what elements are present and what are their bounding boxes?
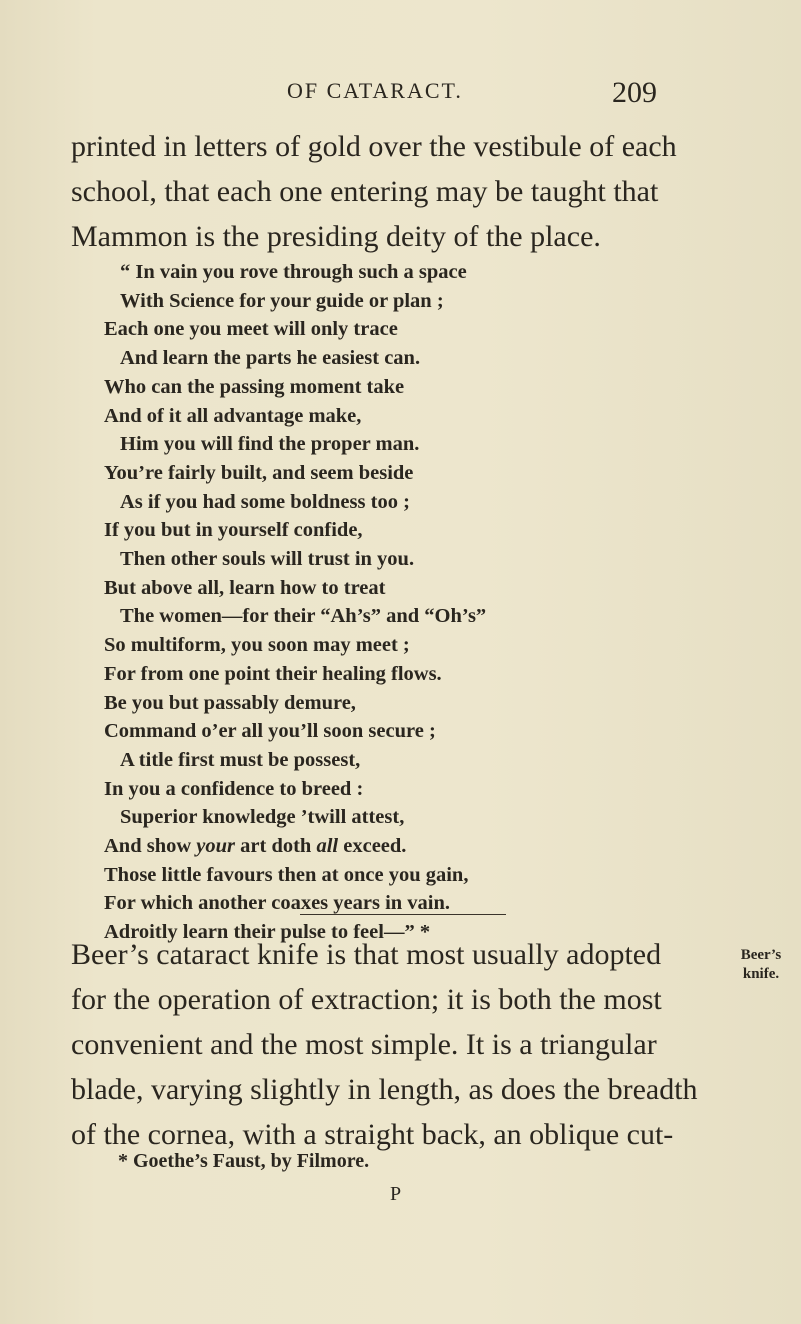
text-line: printed in letters of gold over the vestibule of each xyxy=(71,130,677,163)
poem-line: Those little favours then at once you gain, xyxy=(104,863,469,886)
poem-line: You’re fairly built, and seem beside xyxy=(104,461,414,484)
poem-emphasis: your xyxy=(196,835,236,858)
section-divider xyxy=(300,914,506,915)
poem-text: exceed. xyxy=(338,835,407,858)
poem-line: Command o’er all you’ll soon secure ; xyxy=(104,720,436,743)
poem-emphasis: all xyxy=(316,835,339,858)
poem-line: With Science for your guide or plan ; xyxy=(120,289,444,312)
text-line: convenient and the most simple. It is a triangular xyxy=(71,1028,657,1061)
page-number: 209 xyxy=(612,76,657,109)
poem-line: If you but in yourself confide, xyxy=(104,519,363,542)
margin-note-line: Beer’s xyxy=(740,947,782,963)
text-line: for the operation of extraction; it is both the most xyxy=(71,983,662,1016)
poem-line xyxy=(104,832,486,861)
footnote: * Goethe’s Faust, by Filmore. xyxy=(118,1150,370,1172)
poem-line: Adroitly learn their pulse to feel—” * xyxy=(104,921,431,944)
poem-line: Who can the passing moment take xyxy=(104,375,405,398)
poem-line: In you a confidence to breed : xyxy=(104,777,364,800)
poem-line: For which another coaxes years in vain. xyxy=(104,892,451,915)
text-line: Beer’s cataract knife is that most usually adopted xyxy=(71,938,662,971)
poem-line: Then other souls will trust in you. xyxy=(120,548,415,571)
poem-line: Each one you meet will only trace xyxy=(104,318,398,341)
poem-line: So multiform, you soon may meet ; xyxy=(104,634,410,657)
text-line: school, that each one entering may be taught that xyxy=(71,175,659,208)
poem-line: Superior knowledge ’twill attest, xyxy=(120,806,405,829)
poem-line: Be you but passably demure, xyxy=(104,691,356,714)
poem-text: art doth xyxy=(235,835,317,858)
paragraph-top xyxy=(71,124,677,259)
poem-line: But above all, learn how to treat xyxy=(104,576,386,599)
text-line: Mammon is the presiding deity of the place. xyxy=(71,220,601,253)
margin-note xyxy=(726,946,796,984)
text-line: blade, varying slightly in length, as does the breadth xyxy=(71,1073,698,1106)
paragraph-beers-knife xyxy=(71,932,698,1157)
poem-line: A title first must be possest, xyxy=(120,748,361,771)
poem-line: The women—for their “Ah’s” and “Oh’s” xyxy=(120,605,487,628)
poem-line: “ In vain you rove through such a space xyxy=(120,261,467,283)
poem-quotation xyxy=(104,258,486,947)
text-line: of the cornea, with a straight back, an oblique cut- xyxy=(71,1118,674,1151)
poem-line: And learn the parts he easiest can. xyxy=(120,347,421,370)
running-head: OF CATARACT. xyxy=(287,78,463,103)
poem-line: And of it all advantage make, xyxy=(104,404,362,427)
margin-note-line: knife. xyxy=(742,966,780,982)
signature-mark: P xyxy=(390,1183,402,1205)
poem-line: Him you will find the proper man. xyxy=(120,433,420,456)
poem-line: For from one point their healing flows. xyxy=(104,662,442,685)
poem-text: And show xyxy=(104,835,197,858)
poem-line: As if you had some boldness too ; xyxy=(120,490,410,513)
